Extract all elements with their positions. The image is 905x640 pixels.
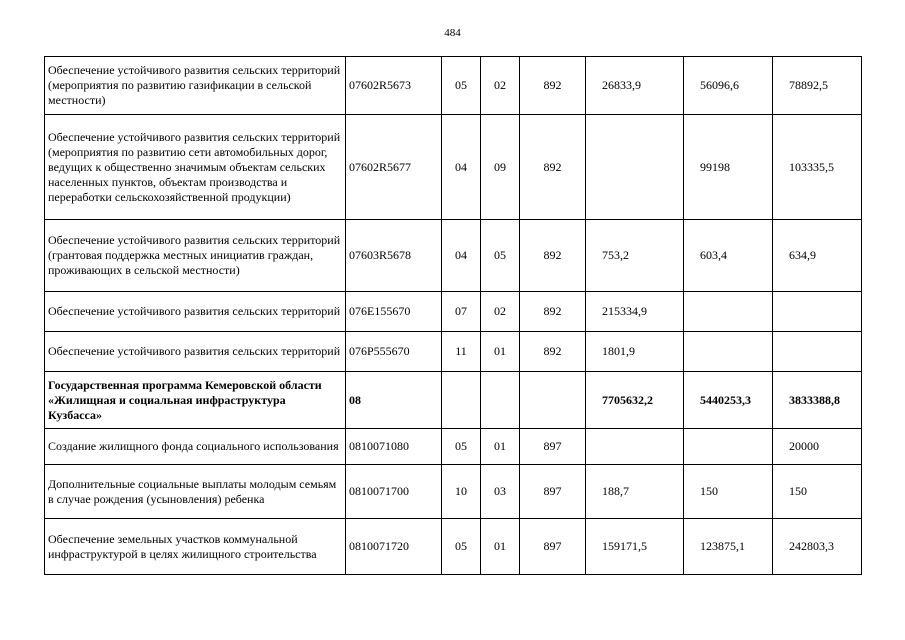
row-section: 04 (442, 115, 481, 220)
row-subsection: 01 (481, 332, 520, 372)
row-vendor (520, 372, 586, 429)
row-vendor: 897 (520, 429, 586, 465)
row-amount-year3 (773, 332, 862, 372)
row-subsection: 01 (481, 429, 520, 465)
row-name: Создание жилищного фонда социального использования (45, 429, 346, 465)
row-section: 07 (442, 292, 481, 332)
row-subsection: 03 (481, 465, 520, 519)
row-vendor: 892 (520, 220, 586, 292)
row-amount-year2: 123875,1 (684, 519, 773, 575)
row-section: 11 (442, 332, 481, 372)
row-amount-year3: 3833388,8 (773, 372, 862, 429)
row-name: Дополнительные социальные выплаты молодым семьям в случае рождения (усыновления) ребенка (45, 465, 346, 519)
row-vendor: 897 (520, 519, 586, 575)
row-name: Обеспечение устойчивого развития сельских территорий (грантовая поддержка местных инициатив граждан, проживающих в сельской местности) (45, 220, 346, 292)
row-vendor: 892 (520, 115, 586, 220)
row-amount-year1: 159171,5 (586, 519, 684, 575)
row-code: 07602R5677 (346, 115, 442, 220)
row-amount-year1: 1801,9 (586, 332, 684, 372)
row-section: 05 (442, 429, 481, 465)
table-row (45, 465, 862, 519)
row-subsection: 01 (481, 519, 520, 575)
row-code: 076E155670 (346, 292, 442, 332)
row-amount-year3: 634,9 (773, 220, 862, 292)
row-amount-year3: 78892,5 (773, 57, 862, 115)
row-amount-year1 (586, 115, 684, 220)
row-code: 0810071080 (346, 429, 442, 465)
row-vendor: 897 (520, 465, 586, 519)
row-section: 10 (442, 465, 481, 519)
row-name: Обеспечение устойчивого развития сельских территорий (мероприятия по развитию газификации в сельской местности) (45, 57, 346, 115)
row-subsection: 05 (481, 220, 520, 292)
row-amount-year2: 56096,6 (684, 57, 773, 115)
row-amount-year3: 103335,5 (773, 115, 862, 220)
row-section: 05 (442, 57, 481, 115)
table-body (45, 57, 862, 575)
row-code: 0810071720 (346, 519, 442, 575)
row-vendor: 892 (520, 292, 586, 332)
row-amount-year1: 215334,9 (586, 292, 684, 332)
budget-table (44, 56, 862, 575)
row-section: 05 (442, 519, 481, 575)
row-vendor: 892 (520, 57, 586, 115)
row-vendor: 892 (520, 332, 586, 372)
row-subsection: 02 (481, 292, 520, 332)
row-amount-year1 (586, 429, 684, 465)
table-row (45, 57, 862, 115)
row-name: Обеспечение устойчивого развития сельских территорий (45, 292, 346, 332)
table-row-program-total (45, 372, 862, 429)
row-amount-year2: 150 (684, 465, 773, 519)
row-subsection (481, 372, 520, 429)
row-amount-year1: 7705632,2 (586, 372, 684, 429)
row-amount-year3 (773, 292, 862, 332)
row-section: 04 (442, 220, 481, 292)
row-amount-year2 (684, 429, 773, 465)
row-section (442, 372, 481, 429)
row-amount-year2 (684, 292, 773, 332)
row-name: Государственная программа Кемеровской области «Жилищная и социальная инфраструктура Кузбасса» (45, 372, 346, 429)
row-amount-year3: 150 (773, 465, 862, 519)
row-amount-year1: 753,2 (586, 220, 684, 292)
table-row (45, 429, 862, 465)
row-amount-year3: 20000 (773, 429, 862, 465)
table-row (45, 115, 862, 220)
row-code: 076P555670 (346, 332, 442, 372)
table-row (45, 220, 862, 292)
row-code: 08 (346, 372, 442, 429)
row-subsection: 02 (481, 57, 520, 115)
row-amount-year2: 5440253,3 (684, 372, 773, 429)
row-name: Обеспечение устойчивого развития сельских территорий (45, 332, 346, 372)
row-code: 07603R5678 (346, 220, 442, 292)
row-name: Обеспечение земельных участков коммунальной инфраструктурой в целях жилищного строительства (45, 519, 346, 575)
row-amount-year2: 603,4 (684, 220, 773, 292)
row-amount-year2 (684, 332, 773, 372)
row-amount-year2: 99198 (684, 115, 773, 220)
row-amount-year1: 188,7 (586, 465, 684, 519)
table-row (45, 519, 862, 575)
row-code: 0810071700 (346, 465, 442, 519)
row-code: 07602R5673 (346, 57, 442, 115)
table-row (45, 292, 862, 332)
row-amount-year1: 26833,9 (586, 57, 684, 115)
table-row (45, 332, 862, 372)
row-name: Обеспечение устойчивого развития сельских территорий (мероприятия по развитию сети автомобильных дорог, ведущих к общественно значимым объектам сельских населенных пунктов, объектам производства и переработки сельскохозяйственной продукции) (45, 115, 346, 220)
row-amount-year3: 242803,3 (773, 519, 862, 575)
row-subsection: 09 (481, 115, 520, 220)
page-number: 484 (444, 27, 461, 39)
